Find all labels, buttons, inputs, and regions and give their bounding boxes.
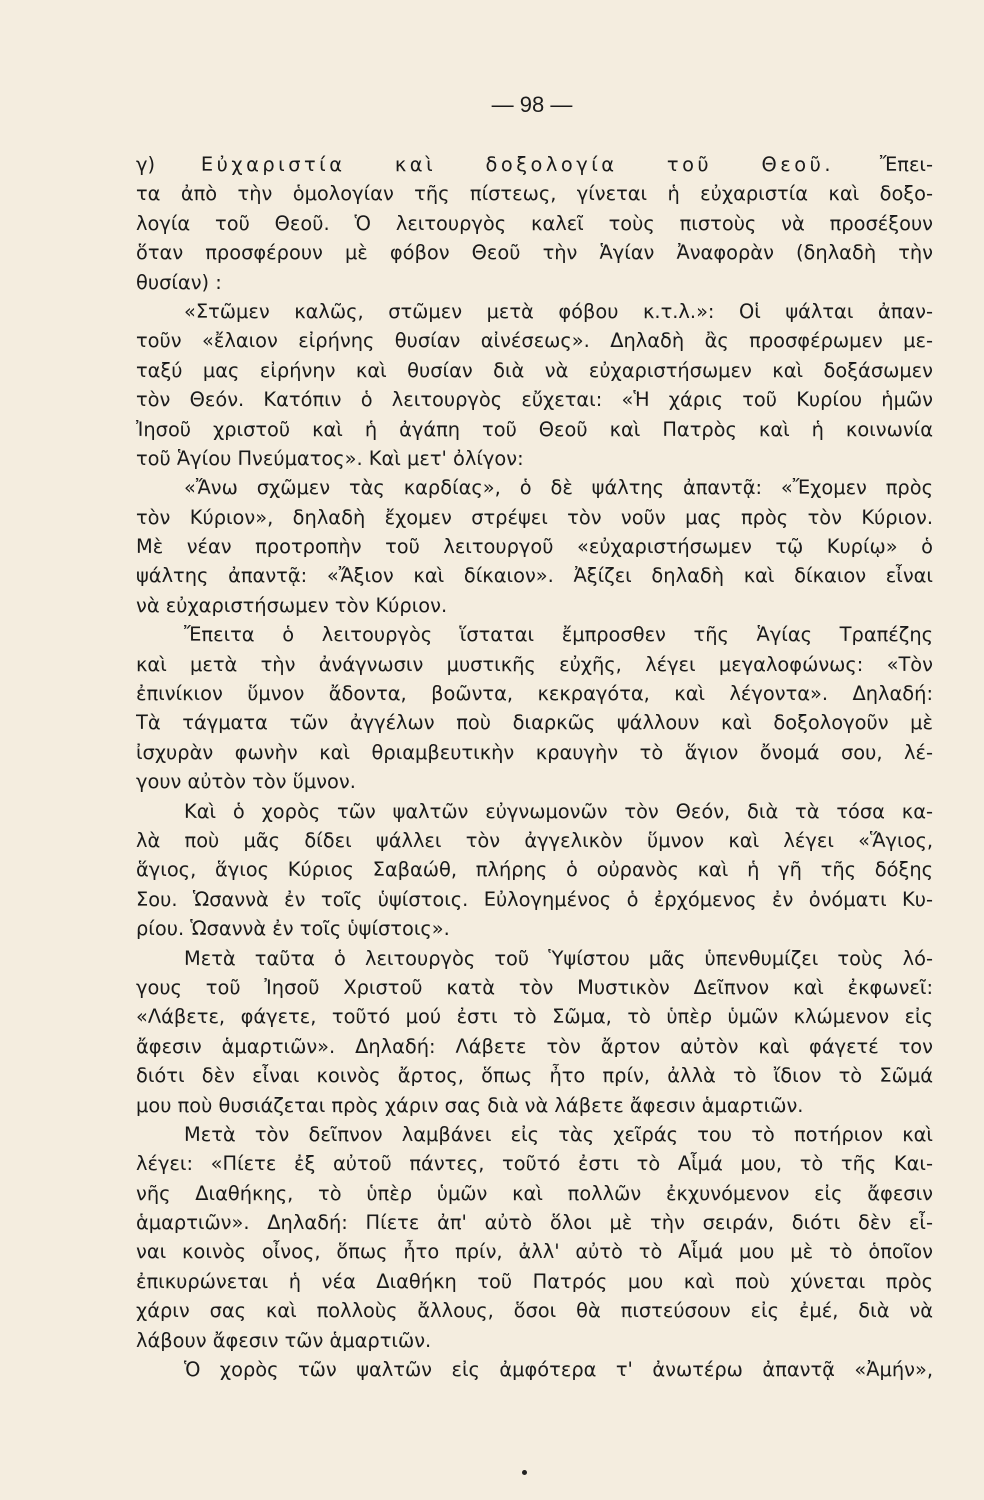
section-prefix: γ) — [136, 153, 201, 176]
text-line: ὅταν προσφέρουν μὲ φόβον Θεοῦ τὴν Ἁγίαν Ἀναφορὰν (δηλαδὴ τὴν — [136, 241, 933, 265]
text-line: λὰ ποὺ μᾶς δίδει ψάλλει τὸν ἀγγελικὸν ὕμνον καὶ λέγει «Ἅγιος, — [136, 828, 933, 852]
text-line: «Λάβετε, φάγετε, τοῦτό μού ἐστι τὸ Σῶμα, τὸ ὑπὲρ ὑμῶν κλώμενον εἰς — [136, 1005, 933, 1029]
text-line: ἐπικυρώνεται ἡ νέα Διαθήκη τοῦ Πατρός μου καὶ ποὺ χύνεται πρὸς — [136, 1269, 933, 1293]
body-text — [136, 150, 933, 1384]
text-line: μου ποὺ θυσιάζεται πρὸς χάριν σας διὰ νὰ λάβετε ἄφεσιν ἁμαρτιῶν. — [136, 1093, 804, 1117]
text-line: τὸν Θεόν. Κατόπιν ὁ λειτουργὸς εὔχεται: «Ἡ χάρις τοῦ Κυρίου ἡμῶν — [136, 388, 933, 412]
text-line: νῆς Διαθήκης, τὸ ὑπὲρ ὑμῶν καὶ πολλῶν ἐκχυνόμενον εἰς ἄφεσιν — [136, 1181, 933, 1205]
text-line: χάριν σας καὶ πολλοὺς ἄλλους, ὅσοι θὰ πιστεύσουν εἰς ἐμέ, διὰ νὰ — [136, 1299, 933, 1323]
text-line: λογία τοῦ Θεοῦ. Ὁ λειτουργὸς καλεῖ τοὺς πιστοὺς νὰ προσέξουν — [136, 211, 933, 235]
text-line: «Στῶμεν καλῶς, στῶμεν μετὰ φόβου κ.τ.λ.»: Οἱ ψάλται ἀπαν- — [184, 299, 933, 323]
text-line: Ἰησοῦ χριστοῦ καὶ ἡ ἀγάπη τοῦ Θεοῦ καὶ Πατρὸς καὶ ἡ κοινωνία — [136, 417, 933, 441]
text-line: ἄφεσιν ἁμαρτιῶν». Δηλαδή: Λάβετε τὸν ἄρτον αὐτὸν καὶ φάγετέ τον — [136, 1034, 933, 1058]
text-line: ἅγιος, ἅγιος Κύριος Σαβαώθ, πλήρης ὁ οὐρανὸς καὶ ἡ γῆ τῆς δόξης — [136, 858, 933, 882]
text-line: λέγει: «Πίετε ἐξ αὐτοῦ πάντες, τοῦτό ἐστι τὸ Αἷμά μου, τὸ τῆς Και- — [136, 1152, 933, 1176]
text-line: Καὶ ὁ χορὸς τῶν ψαλτῶν εὐγνωμονῶν τὸν Θεόν, διὰ τὰ τόσα κα- — [184, 799, 933, 823]
text-line: ταξύ μας εἰρήνην καὶ θυσίαν διὰ νὰ εὐχαριστήσωμεν καὶ δοξάσωμεν — [136, 358, 933, 382]
text-line: ἁμαρτιῶν». Δηλαδή: Πίετε ἀπ' αὐτὸ ὅλοι μὲ τὴν σειράν, διότι δὲν εἶ- — [136, 1211, 933, 1235]
text-line: καὶ μετὰ τὴν ἀνάγνωσιν μυστικῆς εὐχῆς, λέγει μεγαλοφώνως: «Τὸν — [136, 652, 933, 676]
text-line: διότι δὲν εἶναι κοινὸς ἄρτος, ὅπως ἦτο πρίν, ἀλλὰ τὸ ἴδιον τὸ Σῶμά — [136, 1064, 933, 1088]
text-line: νὰ εὐχαριστήσωμεν τὸν Κύριον. — [136, 593, 448, 617]
text-line: Μετὰ τὸν δεῖπνον λαμβάνει εἰς τὰς χεῖράς του τὸ ποτήριον καὶ — [184, 1122, 933, 1146]
text-line: Ὁ χορὸς τῶν ψαλτῶν εἰς ἀμφότερα τ' ἀνωτέρω ἀπαντᾷ «Ἀμήν», — [184, 1358, 933, 1382]
text-line: ρίου. Ὡσαννὰ ἐν τοῖς ὑψίστοις». — [136, 917, 450, 941]
page-number: — 98 — — [491, 92, 573, 117]
text-line: ψάλτης ἀπαντᾷ: «Ἄξιον καὶ δίκαιον». Ἀξίζει δηλαδὴ καὶ δίκαιον εἶναι — [136, 564, 933, 588]
text-line: ἐπινίκιον ὕμνον ἄδοντα, βοῶντα, κεκραγότα, καὶ λέγοντα». Δηλαδή: — [136, 682, 933, 706]
text-line: τα ἀπὸ τὴν ὁμολογίαν τῆς πίστεως, γίνεται ἡ εὐχαριστία καὶ δοξο- — [136, 182, 933, 206]
text-line: τὸν Κύριον», δηλαδὴ ἔχομεν στρέψει τὸν νοῦν μας πρὸς τὸν Κύριον. — [136, 505, 933, 529]
text-line: Τὰ τάγματα τῶν ἀγγέλων ποὺ διαρκῶς ψάλλουν καὶ δοξολογοῦν μὲ — [136, 711, 933, 735]
text-line: Μὲ νέαν προτροπὴν τοῦ λειτουργοῦ «εὐχαριστήσωμεν τῷ Κυρίῳ» ὁ — [136, 535, 933, 559]
footer-dot — [522, 1470, 527, 1475]
text-line: τοῦν «ἔλαιον εἰρήνης θυσίαν αἰνέσεως». Δηλαδὴ ἂς προσφέρωμεν με- — [136, 329, 933, 353]
heading-continuation: Ἔπει- — [834, 153, 933, 176]
text-line: Ἔπειτα ὁ λειτουργὸς ἵσταται ἔμπροσθεν τῆς Ἁγίας Τραπέζης — [184, 623, 933, 647]
text-line: γουν αὐτὸν τὸν ὕμνον. — [136, 770, 356, 794]
text-line: ἰσχυρὰν φωνὴν καὶ θριαμβευτικὴν κραυγὴν τὸ ἅγιον ὄνομά σου, λέ- — [136, 740, 933, 764]
text-line: Σου. Ὡσαννὰ ἐν τοῖς ὑψίστοις. Εὐλογημένος ὁ ἐρχόμενος ἐν ὀνόματι Κυ- — [136, 887, 933, 911]
text-line — [136, 150, 933, 179]
text-line: λάβουν ἄφεσιν τῶν ἁμαρτιῶν. — [136, 1328, 432, 1352]
text-line: γους τοῦ Ἰησοῦ Χριστοῦ κατὰ τὸν Μυστικὸν Δεῖπνον καὶ ἐκφωνεῖ: — [136, 975, 933, 999]
text-line: θυσίαν) : — [136, 270, 222, 294]
text-line: τοῦ Ἁγίου Πνεύματος». Καὶ μετ' ὀλίγον: — [136, 446, 524, 470]
text-line: «Ἄνω σχῶμεν τὰς καρδίας», ὁ δὲ ψάλτης ἀπαντᾷ: «Ἔχομεν πρὸς — [184, 476, 933, 500]
text-line: ναι κοινὸς οἶνος, ὅπως ἦτο πρίν, ἀλλ' αὐτὸ τὸ Αἷμά μου μὲ τὸ ὁποῖον — [136, 1240, 933, 1264]
section-heading: Εὐχαριστία καὶ δοξολογία τοῦ Θεοῦ. — [200, 153, 834, 176]
text-line: Μετὰ ταῦτα ὁ λειτουργὸς τοῦ Ὑψίστου μᾶς ὑπενθυμίζει τοὺς λό- — [184, 946, 933, 970]
